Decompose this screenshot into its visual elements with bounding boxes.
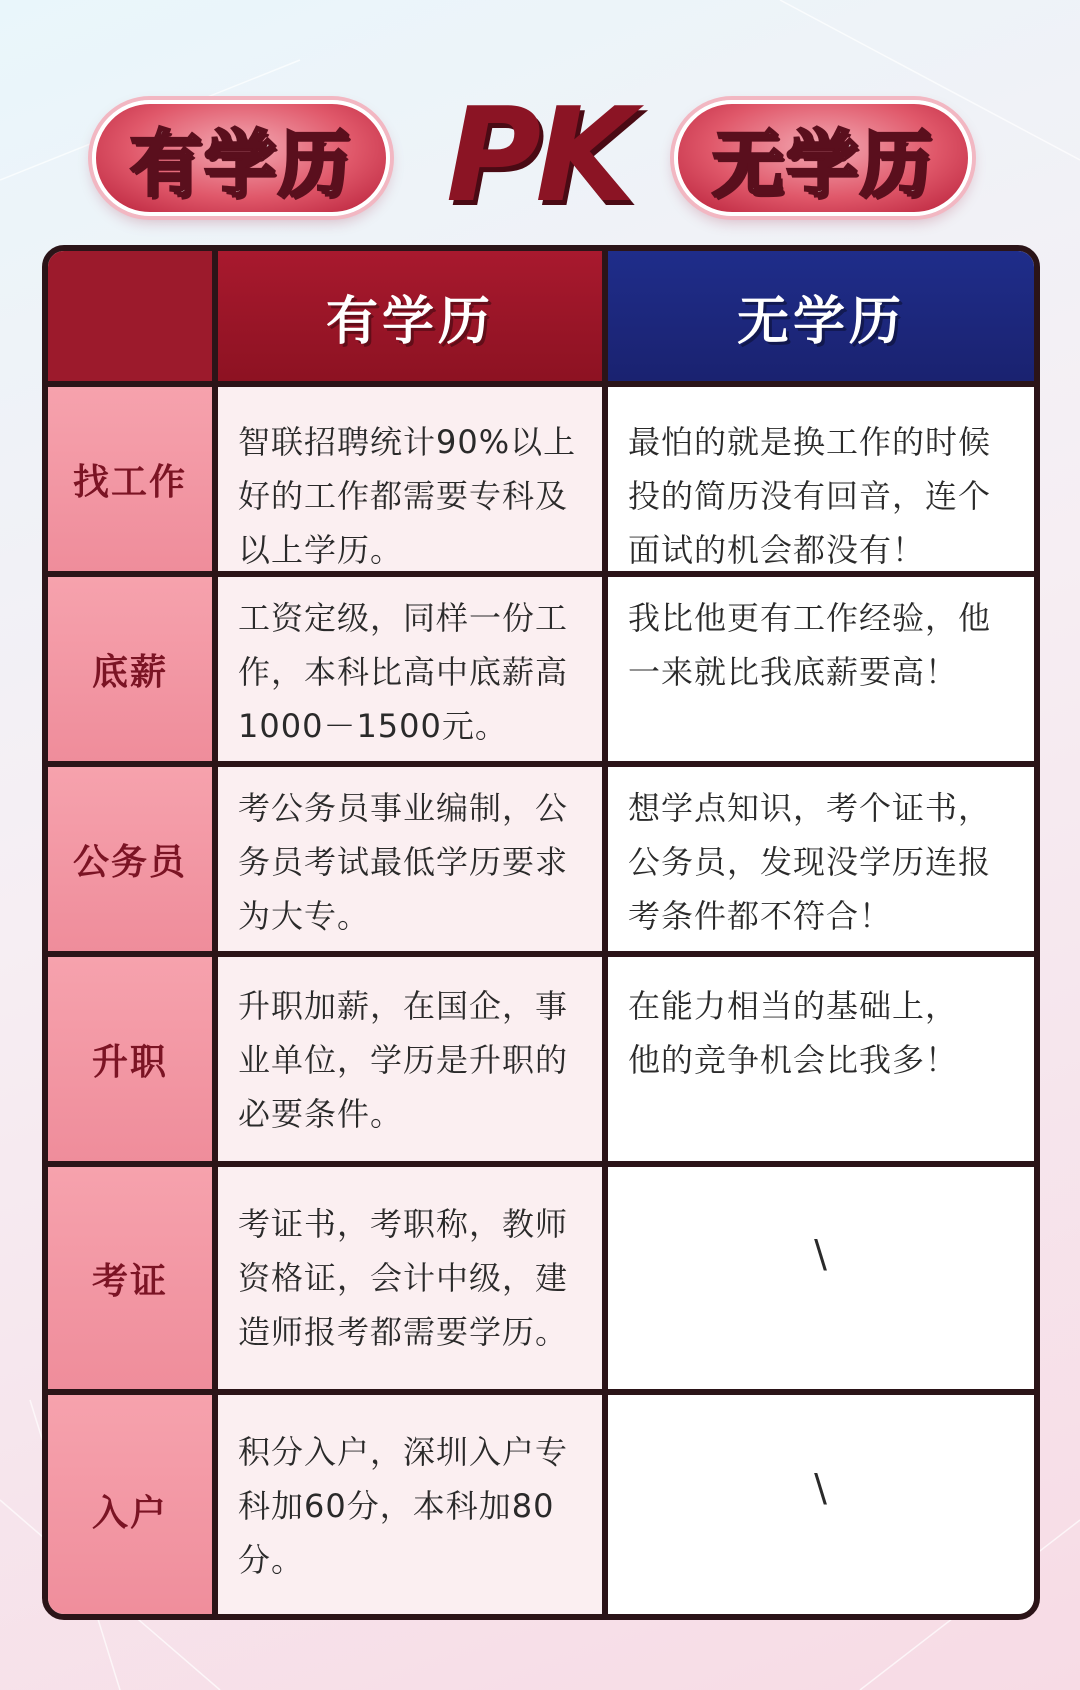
cell-line: 工资定级，同样一份工 <box>238 599 569 637</box>
cell-line: 一来就比我底薪要高！ <box>628 653 959 691</box>
cell-line: 以上学历。 <box>238 531 404 569</box>
column-header-with-degree <box>218 251 608 381</box>
row-category-label: 公务员 <box>72 841 187 883</box>
with-degree-badge <box>92 100 390 216</box>
cell-line: 造师报考都需要学历。 <box>238 1313 569 1351</box>
row-category <box>48 767 218 951</box>
cell-line: 想学点知识，考个证书， <box>628 789 992 827</box>
comparison-table <box>42 245 1040 1620</box>
row-category-label: 入户 <box>91 1492 168 1534</box>
column-header-with-degree-label: 有学历 <box>325 291 494 352</box>
cell-line: 好的工作都需要专科及 <box>238 477 569 515</box>
without-degree-badge <box>674 100 972 216</box>
row-category <box>48 1167 218 1389</box>
with-degree-cell <box>218 1167 608 1389</box>
table-row <box>48 767 1034 951</box>
row-category <box>48 577 218 761</box>
header-corner-cell <box>48 251 218 381</box>
cell-line: 资格证，会计中级，建 <box>238 1259 569 1297</box>
with-degree-cell <box>218 1395 608 1620</box>
cell-line: 积分入户，深圳入户专 <box>238 1433 569 1471</box>
column-header-without-degree <box>608 251 1034 381</box>
without-degree-cell <box>608 957 1034 1161</box>
cell-line: 最怕的就是换工作的时候 <box>628 423 992 461</box>
cell-line: 在能力相当的基础上， <box>628 987 959 1025</box>
without-degree-cell <box>608 577 1034 761</box>
row-category-label: 底薪 <box>91 651 168 693</box>
without-degree-cell <box>608 1395 1034 1620</box>
with-degree-cell <box>218 957 608 1161</box>
empty-mark: \ <box>814 1232 828 1276</box>
cell-line: 分。 <box>238 1541 305 1579</box>
cell-line: 公务员，发现没学历连报 <box>628 843 992 881</box>
pk-label: PK <box>445 79 630 231</box>
cell-line: 必要条件。 <box>238 1095 404 1133</box>
cell-line: 面试的机会都没有！ <box>628 531 926 569</box>
cell-line: 业单位，学历是升职的 <box>238 1041 569 1079</box>
table-row <box>48 577 1034 761</box>
with-degree-badge-label: 有学历 <box>129 122 352 206</box>
without-degree-cell <box>608 767 1034 951</box>
cell-line: 作，本科比高中底薪高 <box>238 653 569 691</box>
row-category-label: 考证 <box>91 1260 168 1302</box>
row-category-label: 找工作 <box>72 461 187 503</box>
cell-line: 科加60分，本科加80 <box>238 1487 555 1525</box>
empty-mark: \ <box>814 1466 828 1510</box>
table-row <box>48 387 1034 571</box>
table-row <box>48 1167 1034 1389</box>
with-degree-cell <box>218 577 608 761</box>
pk-title <box>438 80 638 230</box>
row-category <box>48 387 218 571</box>
cell-line: 考条件都不符合！ <box>628 897 893 935</box>
with-degree-cell <box>218 767 608 951</box>
cell-line: 务员考试最低学历要求 <box>238 843 569 881</box>
row-category <box>48 1395 218 1620</box>
cell-line: 智联招聘统计90%以上 <box>238 423 577 461</box>
cell-line: 考公务员事业编制，公 <box>238 789 569 827</box>
without-degree-cell <box>608 387 1034 571</box>
table-row <box>48 1395 1034 1620</box>
header-banner <box>0 60 1080 230</box>
cell-line: 他的竞争机会比我多！ <box>628 1041 959 1079</box>
row-category-label: 升职 <box>91 1041 168 1083</box>
cell-line: 1000－1500元。 <box>238 707 508 745</box>
cell-line: 我比他更有工作经验，他 <box>628 599 992 637</box>
cell-line: 投的简历没有回音，连个 <box>628 477 992 515</box>
without-degree-badge-label: 无学历 <box>711 122 934 206</box>
without-degree-cell <box>608 1167 1034 1389</box>
with-degree-cell <box>218 387 608 571</box>
cell-line: 为大专。 <box>238 897 371 935</box>
row-category <box>48 957 218 1161</box>
table-header-row <box>48 251 1034 381</box>
column-header-without-degree-label: 无学历 <box>736 291 905 352</box>
table-row <box>48 957 1034 1161</box>
cell-line: 升职加薪，在国企，事 <box>238 987 569 1025</box>
cell-line: 考证书，考职称，教师 <box>238 1205 569 1243</box>
